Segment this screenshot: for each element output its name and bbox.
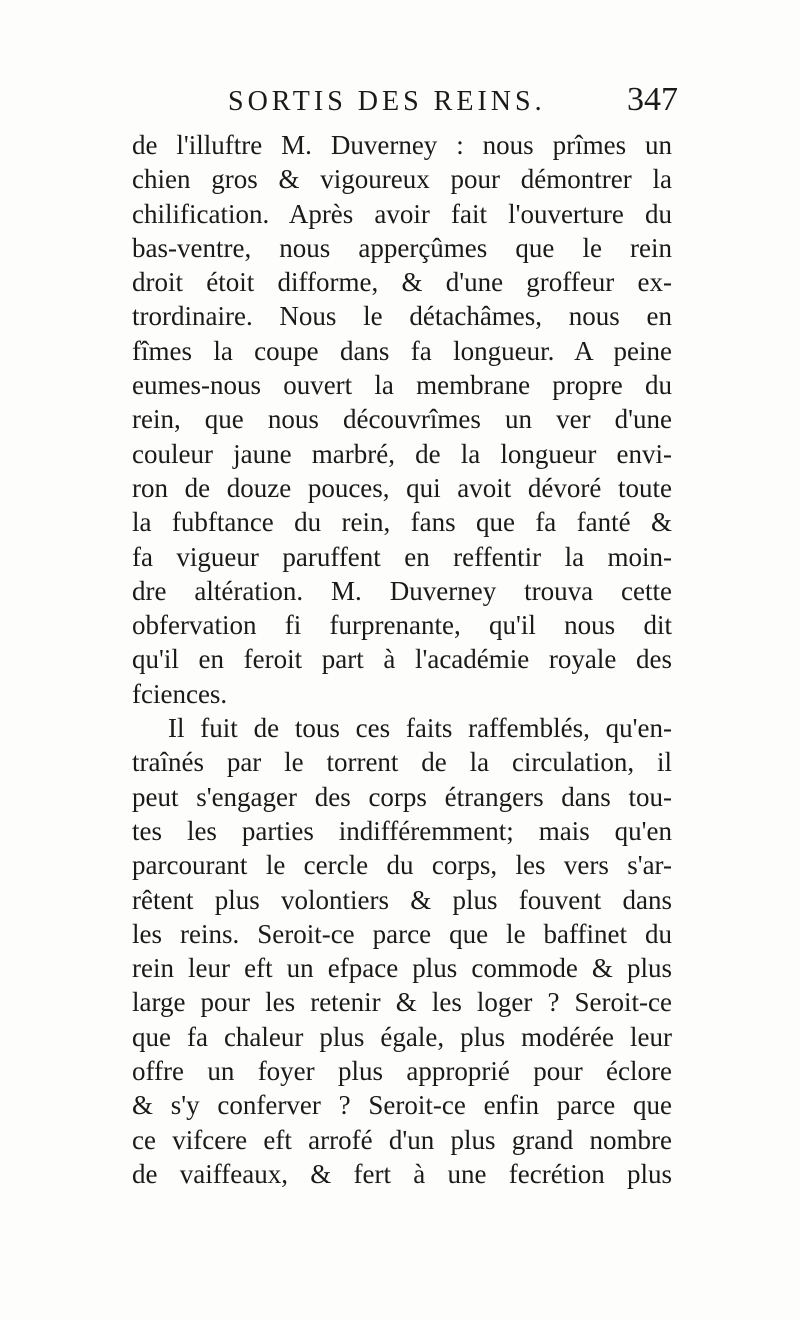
paragraph-1: [132, 128, 672, 711]
text-line: eumes-nous ouvert la membrane propre du: [132, 370, 672, 401]
text-line: & s'y conferver ? Seroit-ce enfin parce que: [132, 1090, 672, 1121]
text-line: offre un foyer plus approprié pour éclore: [132, 1056, 672, 1087]
page-number: 347: [627, 81, 678, 118]
text-line: traînés par le torrent de la circulation, il: [132, 747, 672, 778]
text-line: chien gros & vigoureux pour démontrer la: [132, 164, 672, 195]
running-title: SORTIS DES REINS.: [228, 86, 546, 117]
text-line: ron de douze pouces, qui avoit dévoré toute: [132, 472, 672, 503]
text-line: bas-ventre, nous apperçûmes que le rein: [132, 232, 672, 263]
text-line: rein, que nous découvrîmes un ver d'une: [132, 404, 672, 435]
text-line: qu'il en feroit part à l'académie royale des: [132, 644, 672, 675]
text-line: fciences.: [132, 678, 228, 709]
text-line: fîmes la coupe dans fa longueur. A peine: [132, 335, 672, 366]
paragraph-2: [132, 711, 672, 1191]
text-line: la fubftance du rein, fans que fa fanté &: [132, 507, 672, 538]
page-header: [120, 80, 680, 124]
text-line: peut s'engager des corps étrangers dans tou-: [132, 781, 672, 812]
body-text: [132, 128, 672, 1191]
text-line: large pour les retenir & les loger ? Seroit-ce: [132, 987, 672, 1018]
text-line: trordinaire. Nous le détachâmes, nous en: [132, 301, 672, 332]
text-line: dre altération. M. Duverney trouva cette: [132, 575, 672, 606]
text-line: chilification. Après avoir fait l'ouverture du: [132, 198, 672, 229]
text-line: tes les parties indifféremment; mais qu'en: [132, 815, 672, 846]
text-line: couleur jaune marbré, de la longueur envi-: [132, 438, 672, 469]
text-line: parcourant le cercle du corps, les vers s'ar-: [132, 850, 672, 881]
text-line: droit étoit difforme, & d'une groffeur ex-: [132, 267, 672, 298]
text-line: Il fuit de tous ces faits raffemblés, qu'en-: [168, 713, 672, 744]
text-line: ce vifcere eft arrofé d'un plus grand nombre: [132, 1124, 672, 1155]
text-line: obfervation fi furprenante, qu'il nous dit: [132, 610, 672, 641]
text-line: rein leur eft un efpace plus commode & plus: [132, 953, 672, 984]
text-line: les reins. Seroit-ce parce que le baffinet du: [132, 918, 672, 949]
text-line: fa vigueur paruffent en reffentir la moin-: [132, 541, 672, 572]
text-line: de vaiffeaux, & fert à une fecrétion plus: [132, 1158, 672, 1189]
text-line: que fa chaleur plus égale, plus modérée leur: [132, 1021, 672, 1052]
text-line: rêtent plus volontiers & plus fouvent dans: [132, 884, 672, 915]
text-line: de l'illuftre M. Duverney : nous prîmes un: [132, 130, 672, 160]
